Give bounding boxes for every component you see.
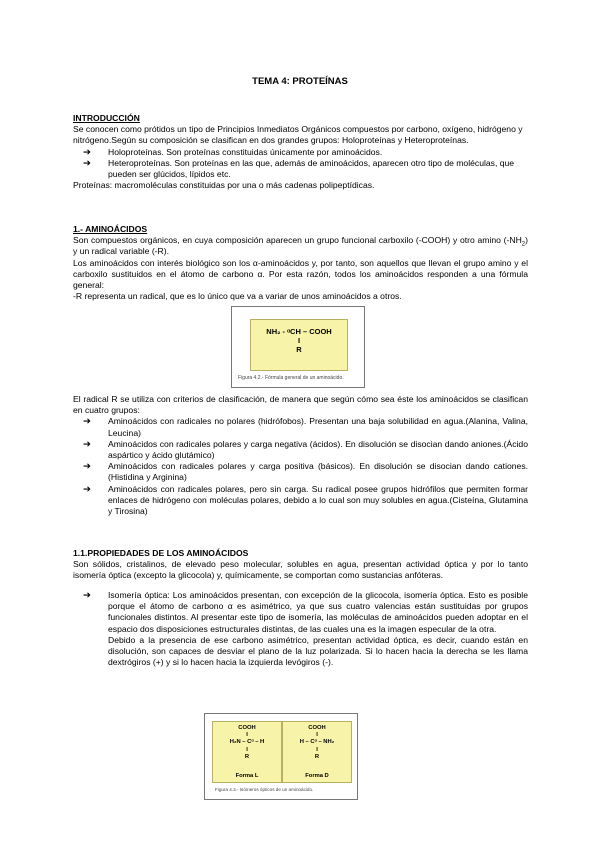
formula-radical: R bbox=[296, 345, 302, 354]
list-item: ➔ Aminoácidos con radicales polares y carga positiva (básicos). En disolución se disocian dando cationes.(Histidina y Arginina) bbox=[83, 461, 528, 483]
forma-d-panel: COOH I H – Cᵅ – NH₂ I R Forma D bbox=[282, 721, 352, 783]
list-item: ➔ Heteroproteínas. Son proteínas en las que, además de aminoácidos, aparecen otro tipo de moléculas, que pueden ser glúcidos, lípidos etc. bbox=[83, 157, 515, 180]
intro-bullet-list bbox=[73, 147, 528, 181]
arrow-icon: ➔ bbox=[83, 461, 91, 473]
classification-section bbox=[73, 394, 528, 517]
aminoacidos-paragraph-1: Son compuestos orgánicos, en cuya composición aparecen un grupo funcional carboxilo (-COOH) y otro amino $(-NH_2)$ y un radical variable (-R). bbox=[73, 235, 528, 257]
classification-list bbox=[73, 416, 528, 517]
arrow-icon: ➔ bbox=[83, 146, 91, 158]
forma-d-label: Forma D bbox=[305, 772, 329, 779]
propiedades-heading: 1.1.PROPIEDADES DE LOS AMINOÁCIDOS bbox=[73, 548, 249, 558]
isomeria-list bbox=[73, 590, 528, 668]
aminoacidos-paragraph-3: -R representa un radical, que es lo único que va a variar de unos aminoácidos a otros. bbox=[73, 291, 402, 302]
intro-paragraph: Se conocen como prótidos un tipo de Principios Inmediatos Orgánicos compuestos por carbono, oxígeno, hidrógeno y nitrógeno.Según su composición se clasifican en dos grandes grupos: Holoproteínas y Heteroproteínas. bbox=[73, 124, 523, 146]
figure-caption: Figura 4.3.- Isómeros ópticos de un aminoácido. bbox=[215, 787, 314, 792]
list-item: ➔ Aminoácidos con radicales no polares (hidrófobos). Presentan una baja solubilidad en agua.(Alanina, Valina, Leucina) bbox=[83, 416, 528, 438]
list-item: ➔ Isomería óptica: Los aminoácidos presentan, con excepción de la glicocola, isomería óptica. Esto es posible porque el átomo de carbono α es asimétrico, ya que sus cuatro valencias están sustituidas por grupos funcionales distintos. Al presentar este tipo de isomería, las moléculas de aminoácidos pueden adoptar en el espacio dos disposiciones estructurales distintas, de las cuales una es la imagen especular de la otra. Debido a la presencia de ese carbono asimétrico, presentan actividad óptica, es decir, cuando están en disolución, son capaces de desviar el plano de la luz polarizada. Si lo hacen hacia la derecha se les llama dextrógiros (+) y si lo hacen hacia la izquierda levógiros (-). bbox=[83, 590, 528, 668]
list-item: ➔ Aminoácidos con radicales polares y carga negativa (ácidos). En disolución se disocian dando aniones.(Ácido aspártico y ácido glutámico) bbox=[83, 438, 528, 461]
isomeria-section bbox=[73, 590, 528, 668]
arrow-icon: ➔ bbox=[83, 590, 91, 601]
arrow-icon: ➔ bbox=[83, 438, 91, 450]
aminoacidos-heading: 1.- AMINOÁCIDOS bbox=[73, 224, 148, 234]
aminoacidos-section bbox=[73, 224, 528, 302]
formula-box bbox=[250, 319, 348, 371]
proteinas-definition: Proteínas: macromoléculas constituidas por una o más cadenas polipeptídicas. bbox=[73, 180, 375, 191]
forma-l-label: Forma L bbox=[235, 772, 259, 779]
aminoacidos-paragraph-2: Los aminoácidos con interés biológico son los α-aminoácidos y, por tanto, son aquellos que llevan el grupo amino y el carboxilo sustituidos en el átomo de carbono α. Por esta razón, todos los aminoácidos responden a una fórmula general: bbox=[73, 257, 528, 291]
propiedades-section bbox=[73, 548, 528, 582]
classification-paragraph: El radical R se utiliza con criterios de clasificación, de manera que según cómo sea éste los aminoácidos se clasifican en cuatro grupos: bbox=[73, 394, 528, 416]
arrow-icon: ➔ bbox=[83, 157, 91, 169]
page-title: TEMA 4: PROTEÍNAS bbox=[252, 76, 348, 87]
list-item: ➔ Holoproteínas. Son proteínas constituidas únicamente por aminoácidos. bbox=[83, 146, 383, 158]
arrow-icon: ➔ bbox=[83, 416, 91, 428]
formula-line: NH₂ - ᵅCH – COOH bbox=[266, 327, 332, 336]
formula-bond: I bbox=[297, 336, 301, 345]
general-formula-figure bbox=[231, 306, 365, 388]
arrow-icon: ➔ bbox=[83, 483, 91, 495]
forma-l-panel: COOH I H₂N – Cᵅ – H I R Forma L bbox=[212, 721, 282, 783]
intro-heading: INTRODUCCIÓN bbox=[73, 113, 140, 123]
propiedades-paragraph: Son sólidos, cristalinos, de elevado peso molecular, solubles en agua, presentan actividad óptica y por lo tanto isomería óptica (excepto la glicocola) y, químicamente, se comportan como sustancias anfóteras. bbox=[73, 559, 528, 581]
figure-caption: Figura 4.2.- Fórmula general de un aminoácido. bbox=[238, 375, 344, 381]
intro-section bbox=[73, 113, 528, 191]
optical-isomers-figure bbox=[204, 713, 358, 800]
list-item: ➔ Aminoácidos con radicales polares, pero sin carga. Su radical posee grupos hidrófilos que permiten formar enlaces de hidrógeno con moléculas polares, debido a lo cual son muy solubles en agua.(Cisteína, Glutamina y Tirosina) bbox=[83, 483, 528, 517]
